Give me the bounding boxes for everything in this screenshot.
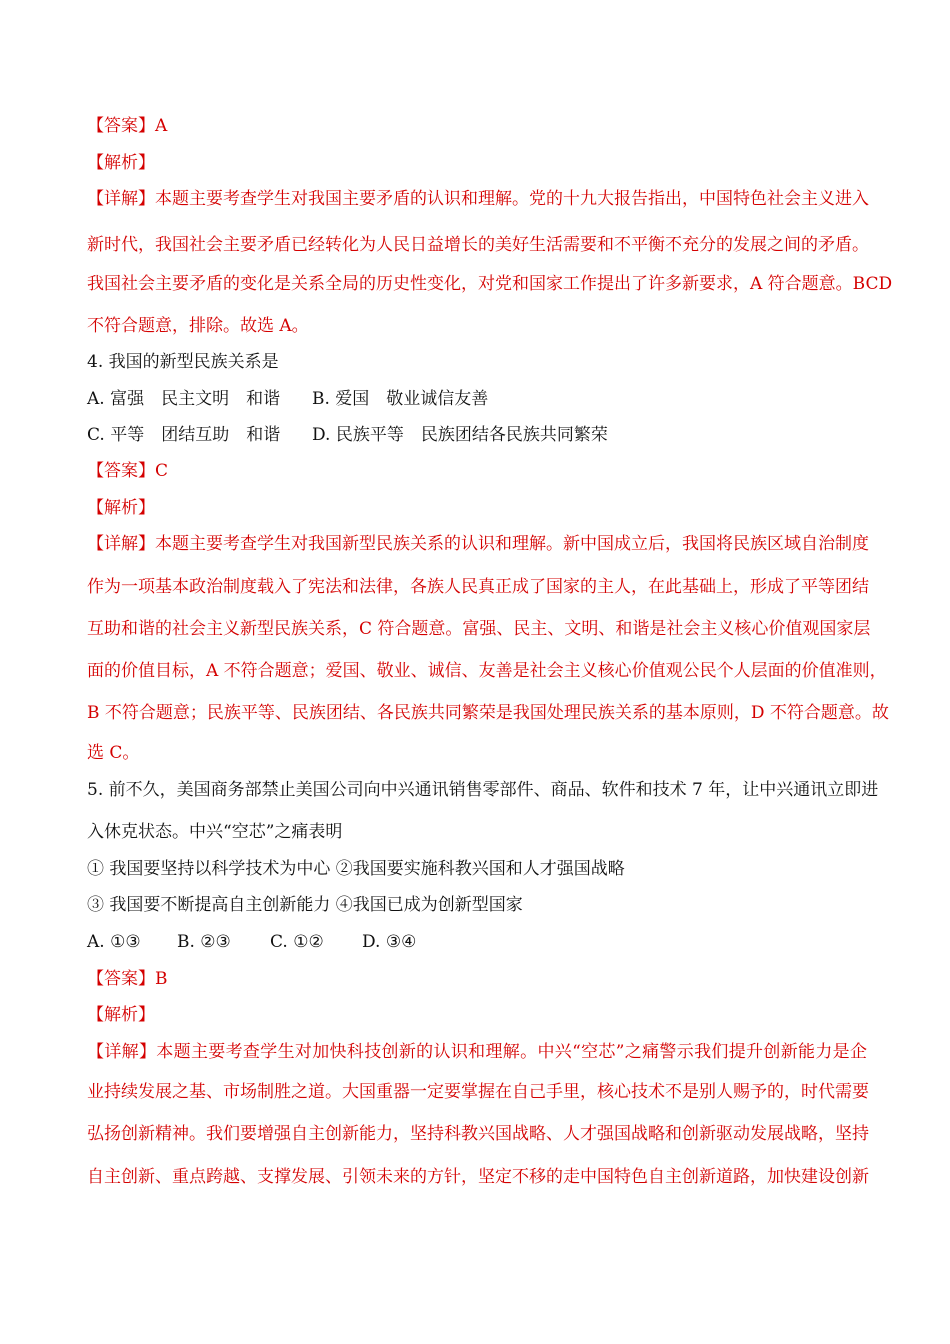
q4-detail-line: 互助和谐的社会主义新型民族关系，C 符合题意。富强、民主、文明、和谐是社会主义核心价值观国家层 xyxy=(87,619,871,639)
q5-answer: 【答案】B xyxy=(87,969,168,989)
q3-detail-line: 我国社会主要矛盾的变化是关系全局的历史性变化，对党和国家工作提出了许多新要求，A 符合题意。BCD xyxy=(87,274,893,294)
q4-detail-line: 选 C。 xyxy=(87,743,140,763)
q5-option-d: D. ③④ xyxy=(362,932,417,952)
q5-analysis-label: 【解析】 xyxy=(87,1005,155,1025)
q4-option-b: B. 爱国 敬业诚信友善 xyxy=(312,389,489,409)
q3-analysis-label: 【解析】 xyxy=(87,153,155,173)
q5-option-c: C. ①② xyxy=(270,932,324,952)
q3-answer: 【答案】A xyxy=(87,116,168,136)
q4-option-a: A. 富强 民主文明 和谐 xyxy=(87,389,281,409)
q5-detail-line: 弘扬创新精神。我们要增强自主创新能力，坚持科教兴国战略、人才强国战略和创新驱动发展战略，坚持 xyxy=(87,1124,869,1144)
q5-stem-line: 5. 前不久，美国商务部禁止美国公司向中兴通讯销售零部件、商品、软件和技术 7 年，让中兴通讯立即进 xyxy=(87,780,879,800)
q4-analysis-label: 【解析】 xyxy=(87,498,155,518)
q5-option-a: A. ①③ xyxy=(87,932,141,952)
q4-detail-line: B 不符合题意；民族平等、民族团结、各民族共同繁荣是我国处理民族关系的基本原则，D 不符合题意。故 xyxy=(87,703,889,723)
q5-stem-line: 入休克状态。中兴“空芯”之痛表明 xyxy=(87,822,343,842)
q4-stem: 4. 我国的新型民族关系是 xyxy=(87,352,279,372)
q5-detail-line: 【详解】本题主要考查学生对加快科技创新的认识和理解。中兴“空芯”之痛警示我们提升创新能力是企 xyxy=(87,1042,867,1062)
q5-option-b: B. ②③ xyxy=(177,932,231,952)
q3-detail-line: 新时代，我国社会主要矛盾已经转化为人民日益增长的美好生活需要和不平衡不充分的发展之间的矛盾。 xyxy=(87,235,869,255)
q5-detail-line: 业持续发展之基、市场制胜之道。大国重器一定要掌握在自己手里，核心技术不是别人赐予的，时代需要 xyxy=(87,1082,869,1102)
q3-detail-line: 【详解】本题主要考查学生对我国主要矛盾的认识和理解。党的十九大报告指出，中国特色社会主义进入 xyxy=(87,189,869,209)
q3-detail-line: 不符合题意，排除。故选 A。 xyxy=(87,316,309,336)
q5-statements-line: ① 我国要坚持以科学技术为中心 ②我国要实施科教兴国和人才强国战略 xyxy=(87,859,625,879)
q4-detail-line: 作为一项基本政治制度载入了宪法和法律，各族人民真正成了国家的主人，在此基础上，形成了平等团结 xyxy=(87,577,869,597)
q5-statements-line: ③ 我国要不断提高自主创新能力 ④我国已成为创新型国家 xyxy=(87,895,523,915)
q4-option-c: C. 平等 团结互助 和谐 xyxy=(87,425,281,445)
q4-answer: 【答案】C xyxy=(87,461,169,481)
q4-option-d: D. 民族平等 民族团结各民族共同繁荣 xyxy=(312,425,608,445)
q5-detail-line: 自主创新、重点跨越、支撑发展、引领未来的方针，坚定不移的走中国特色自主创新道路，加快建设创新 xyxy=(87,1167,869,1187)
q4-detail-line: 【详解】本题主要考查学生对我国新型民族关系的认识和理解。新中国成立后，我国将民族区域自治制度 xyxy=(87,534,869,554)
q4-detail-line: 面的价值目标，A 不符合题意；爱国、敬业、诚信、友善是社会主义核心价值观公民个人层面的价值准则， xyxy=(87,661,887,681)
